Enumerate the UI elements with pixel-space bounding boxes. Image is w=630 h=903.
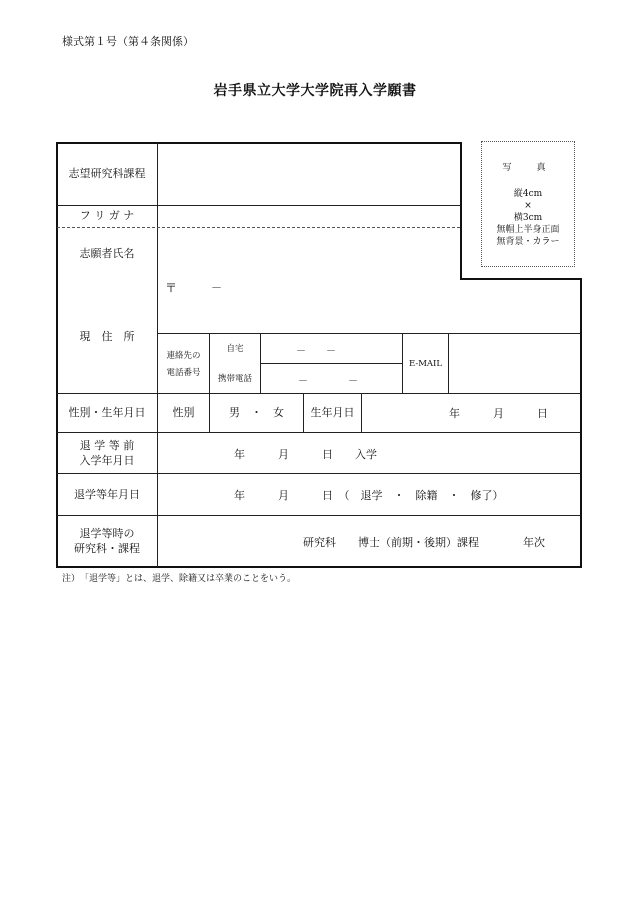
row-line-1	[57, 205, 460, 206]
sex-options: 男 ・ 女	[229, 406, 284, 419]
contact-v4	[448, 333, 449, 393]
contact-v2	[260, 333, 261, 393]
row-line-3	[57, 393, 580, 394]
photo-times: ×	[524, 201, 532, 211]
border-bottom	[56, 566, 582, 568]
postal-dash: －	[211, 281, 222, 294]
photo-req-2: 無背景・カラー	[496, 237, 560, 247]
border-right-upper	[460, 142, 462, 280]
dob-value: 年 月 日	[449, 407, 548, 420]
photo-label: 写 真	[502, 163, 554, 173]
home-label: 自宅	[226, 344, 244, 354]
contact-label-1: 連絡先の	[166, 351, 201, 361]
furigana-label: フ リ ガ ナ	[79, 209, 135, 222]
photo-box	[481, 141, 575, 267]
sex-label: 性別	[172, 406, 195, 419]
prior-entry-label-1: 退 学 等 前	[79, 439, 135, 452]
page-title: 岩手県立大学大学院再入学願書	[213, 83, 417, 99]
footnote: 注） 「退学等」とは、退学、除籍又は卒業のことをいう。	[62, 574, 297, 584]
furigana-dash	[57, 227, 460, 228]
leave-date-label: 退学等年月日	[74, 488, 140, 501]
leave-course-label-2: 研究科・課程	[74, 542, 140, 555]
home-phone-value: － －	[296, 346, 336, 357]
sex-dob-label: 性別・生年月日	[68, 406, 146, 419]
border-right-lower	[580, 278, 582, 568]
leave-date-value: 年 月 日 （ 退学 ・ 除籍 ・ 修了）	[234, 489, 504, 502]
prior-entry-value: 年 月 日 入学	[234, 448, 377, 461]
course-label: 志望研究科課程	[68, 167, 146, 180]
prior-entry-label-2: 入学年月日	[79, 454, 135, 467]
mobile-label: 携帯電話	[217, 374, 252, 384]
row-line-6	[57, 515, 580, 516]
row-line-4	[57, 432, 580, 433]
border-top	[56, 142, 462, 144]
row-line-phone	[260, 363, 402, 364]
contact-label-2: 電話番号	[166, 368, 201, 378]
sex-v3	[361, 393, 362, 432]
photo-height: 縦4cm	[513, 189, 543, 199]
mobile-phone-value: － －	[298, 376, 358, 387]
leave-course-value: 研究科 博士（前期・後期）課程 年次	[303, 536, 545, 549]
form-number: 様式第１号（第４条関係）	[62, 35, 194, 48]
row-line-addr	[158, 333, 580, 334]
name-label: 志願者氏名	[79, 247, 135, 260]
border-step	[460, 278, 582, 280]
photo-req-1: 無帽上半身正面	[496, 225, 560, 235]
leave-course-label-1: 退学等時の	[79, 527, 135, 540]
address-label: 現 住 所	[79, 330, 135, 343]
dob-label: 生年月日	[310, 406, 355, 419]
email-label: E-MAIL	[408, 359, 443, 369]
row-line-5	[57, 473, 580, 474]
postal-mark: 〒	[165, 281, 178, 295]
photo-width: 横3cm	[513, 213, 543, 223]
